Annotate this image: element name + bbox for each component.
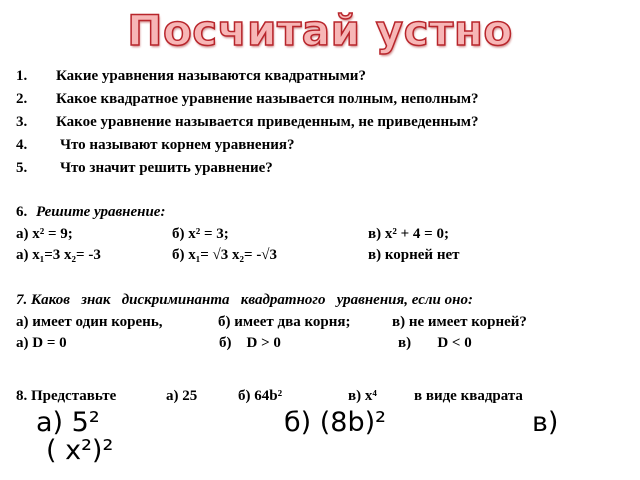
answer-a: а) x₁=3 x₂= -3 [16,247,101,263]
question-number: 2. [16,91,28,107]
question-number: 1. [16,68,28,84]
option-b: б) имеет два корня; [218,314,351,330]
item-c: в) x⁴ [348,388,377,404]
task-heading-text: 7. Каков знак дискриминанта квадратного уравнения, если оно: [16,292,473,308]
question-text: Какое уравнение называется приведенным, не приведенным? [56,114,479,130]
equation-a: а) x² = 9; [16,226,73,242]
item-b: б) 64b² [238,388,283,404]
answer-c: в) корней нет [368,247,460,263]
task-heading-tail: в виде квадрата [414,388,523,404]
page-title: Посчитай устно [127,6,513,55]
question-text: Что значит решить уравнение? [60,160,273,176]
answer-c-value: ( x²)² [46,435,114,466]
question-text: Какие уравнения называются квадратными? [56,68,366,84]
option-c: в) не имеет корней? [392,314,527,330]
answer-a: а) D = 0 [16,335,67,351]
task-heading-text: 8. Представьте [16,388,117,404]
answer-a: а) 5² [36,407,100,438]
question-number: 4. [16,137,28,153]
answer-b: б) (8b)² [284,407,386,438]
question-text: Что называют корнем уравнения? [60,137,295,153]
question-number: 3. [16,114,28,130]
answer-b: б) D ˃ 0 [219,335,281,351]
answer-c: в) D ˂ 0 [398,335,472,351]
equation-c: в) x² + 4 = 0; [368,226,449,242]
task-number: 6. [16,204,28,220]
task-heading-text: Решите уравнение: [36,204,166,220]
item-a: а) 25 [166,388,198,404]
answer-b: б) x₁= √3 x₂= -√3 [172,247,278,263]
option-a: а) имеет один корень, [16,314,163,330]
question-text: Какое квадратное уравнение называется полным, неполным? [56,91,479,107]
answer-c-label: в) [532,407,559,438]
equation-b: б) x² = 3; [172,226,229,242]
question-number: 5. [16,160,28,176]
